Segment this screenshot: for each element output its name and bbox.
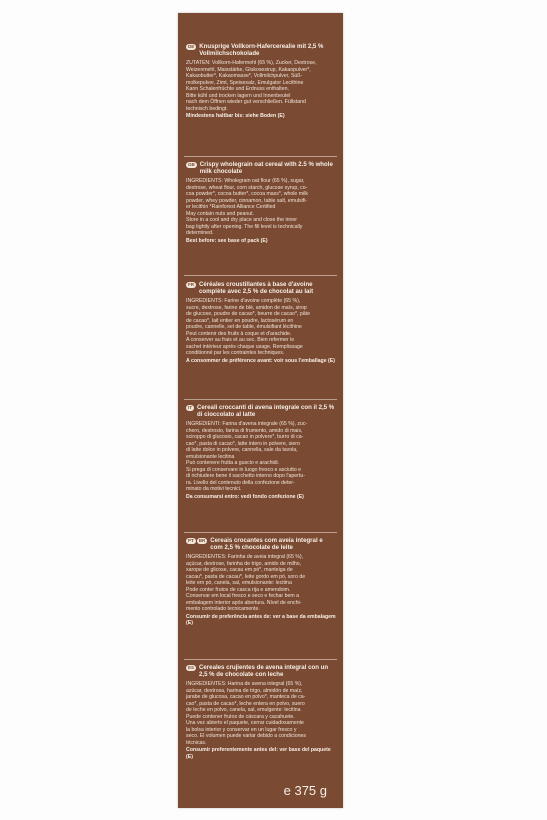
- text-line: technisch bedingt.: [186, 105, 228, 112]
- section-title: Céréales croustillantes à base d'avoine complète avec 2,5 % de chocolat au lait: [199, 281, 314, 296]
- text-line: A conserver au frais et au sec. Bien refermer le: [186, 337, 295, 344]
- best-before-text: Consumir de preferência antes de: ver a base da embalagem (E): [186, 613, 336, 627]
- text-line: de leche en polvo, canela, sal, emulgente: lecitina: [186, 707, 301, 714]
- text-line: ra. Livello del contenuto della confezione deter-: [186, 479, 295, 486]
- text-line: sachet intérieur après chaque usage. Remplissage: [186, 343, 303, 350]
- text-line: técnicas.: [186, 739, 207, 746]
- language-badge: GB: [188, 161, 195, 167]
- section-header: [186, 404, 336, 418]
- text-line: cacau*, pasta de cacau*, leite gordo em pó, soro de: [186, 573, 306, 580]
- cereal-box-side-panel: [178, 13, 343, 808]
- text-line: Conservar em local fresco e seco e fechar bem a: [186, 593, 300, 600]
- text-line: INGREDIENTS: Wholegrain oat flour (65 %), sugar,: [186, 178, 305, 185]
- text-line: sciroppo di glucosio, cacao in polvere*, burro di ca-: [186, 434, 304, 441]
- section-header: [186, 664, 336, 678]
- language-badges: [186, 537, 207, 544]
- best-before-text: Consumir preferentemente antes del: ver base del paquete (E): [186, 747, 331, 760]
- ingredients-text: [186, 681, 336, 746]
- text-line: Puede contener frutos de cáscara y cacahuete.: [186, 713, 295, 720]
- ingredients-text: [186, 554, 336, 613]
- text-line: Una vez abierto el paquete, cerrar cuidadosamente: [186, 720, 304, 727]
- section-header: [186, 161, 336, 175]
- text-line: Pode conter frutos de casca rija e amendoim.: [186, 586, 291, 593]
- text-line: di richiudere bene il sacchetto interno dopo l'apertu-: [186, 473, 305, 480]
- text-line: conditionné par les contraintes techniques.: [186, 350, 285, 357]
- text-line: la bolsa interior y conservar en un lugar fresco y: [186, 726, 297, 733]
- section-header: [186, 281, 336, 295]
- best-before-text: Best before: see base of pack (E): [186, 237, 268, 244]
- text-line: molkepulver, Zimt, Speisesalz, Emulgator Lecithine: [186, 79, 304, 86]
- section-header: [186, 537, 336, 551]
- section-divider: [184, 399, 337, 400]
- text-line: INGREDIENTS: Farine d'avoine complète (65 %),: [186, 298, 301, 305]
- text-line: jarabe de glucosa, cacao en polvo*, manteca de ca-: [186, 694, 306, 701]
- text-line: leite em pó, canela, sal, emulsionante: lecitina: [186, 580, 292, 587]
- text-line: sucre, dextrose, farine de blé, amidon de maïs, sirop: [186, 304, 307, 311]
- ingredients-text: [186, 421, 336, 493]
- text-line: INGREDIENTES: Farinha de aveia integral (65 %),: [186, 554, 304, 561]
- text-line: mento controlado tecnicamente.: [186, 606, 260, 613]
- text-line: de glucose, poudre de cacao*, beurre de cacao*, pâte: [186, 311, 311, 318]
- ingredients-text: [186, 178, 336, 237]
- text-line: nach dem Öffnen wieder gut verschließen. Füllstand: [186, 99, 306, 106]
- section-pt-br: [186, 537, 336, 627]
- section-fr: [186, 281, 336, 364]
- text-line: di latte dolce in polvere, cannella, sale da tavola,: [186, 447, 298, 454]
- text-line: Può contenere frutta a guscio e arachidi.: [186, 460, 280, 467]
- text-line: powder, whey powder, cinnamon, table salt, emulsifi-: [186, 197, 308, 204]
- text-line: minato da motivi tecnici.: [186, 486, 242, 493]
- net-weight: e 375 g: [283, 783, 327, 798]
- text-line: de cacao*, lait entier en poudre, lactosérum en: [186, 317, 294, 324]
- section-title: Cereais crocantes com aveia integral e com 2,5 % chocolate de leite: [210, 537, 323, 552]
- text-line: Store in a cool and dry place and close the inner: [186, 217, 298, 224]
- best-before-text: Da consumarsi entro: vedi fondo confezione (E): [186, 493, 304, 500]
- text-line: cao*, pasta di cacao*, latte intero in polvere, siero: [186, 440, 300, 447]
- ingredients-text: [186, 298, 336, 357]
- best-before-text: A consommer de préférence avant: voir sous l'emballage (E): [186, 357, 335, 364]
- text-line: INGREDIENTES: Harina de avena integral (65 %),: [186, 681, 303, 688]
- ingredients-text: [186, 60, 336, 112]
- text-line: May contain nuts and peanut.: [186, 210, 255, 217]
- text-line: coa powder*, cocoa butter*, cocoa mass*, whole milk: [186, 191, 308, 198]
- section-it: [186, 404, 336, 500]
- best-before-text: Mindestens haltbar bis: siehe Boden (E): [186, 113, 285, 120]
- text-line: xarope de glicose, cacau em pó*, manteiga de: [186, 567, 293, 574]
- text-line: er lecithin *Rainforest Alliance Certified: [186, 204, 276, 211]
- section-title: Knusprige Vollkorn-Hafercerealie mit 2,5 % Vollmilchschokolade: [199, 43, 324, 58]
- language-badge: ES: [188, 664, 195, 670]
- text-line: Peut contenir des fruits à coque et d'arachide.: [186, 330, 292, 337]
- text-line: Kakaobutter*, Kakaomasse*, Vollmilchpulver, Süß-: [186, 73, 303, 80]
- text-line: chero, destrosio, farina di frumento, amido di mais,: [186, 427, 303, 434]
- language-badge: IT: [188, 404, 192, 410]
- section-es: [186, 664, 336, 760]
- text-line: dextrose, wheat flour, corn starch, glucose syrup, co-: [186, 184, 308, 191]
- section-gb: [186, 161, 336, 244]
- text-line: determined.: [186, 230, 214, 237]
- section-title: Cereali croccanti di avena integrale con il 2,5 % di cioccolato al latte: [197, 404, 335, 419]
- section-divider: [184, 659, 337, 660]
- text-line: açúcar, dextrose, farinha de trigo, amido de milho,: [186, 560, 302, 567]
- text-line: Kann Schalenfrüchte und Erdnuss enthalten.: [186, 86, 289, 93]
- language-badge: DE: [188, 43, 195, 49]
- section-divider: [184, 156, 337, 157]
- text-line: Bitte kühl und trocken lagern und Innenbeutel: [186, 92, 291, 99]
- section-header: [186, 43, 336, 57]
- section-title: Crispy wholegrain oat cereal with 2.5 % whole milk chocolate: [199, 161, 333, 176]
- text-line: embalagem interior após abertura. Nível de enchi-: [186, 599, 302, 606]
- section-de: [186, 43, 336, 120]
- text-line: azúcar, dextrosa, harina de trigo, almidón de maíz,: [186, 687, 303, 694]
- text-line: Si prega di conservare in luogo fresco e asciutto e: [186, 466, 302, 473]
- section-divider: [184, 532, 337, 533]
- text-line: Weizenmehl, Maisstärke, Glukosesirup, Kakaopulver*,: [186, 66, 311, 73]
- text-line: bag tightly after opening. The fill level is technically: [186, 223, 303, 230]
- text-line: ZUTATEN: Vollkorn-Hafermehl (65 %), Zucker, Dextrose,: [186, 60, 317, 67]
- language-badge: FR: [188, 281, 194, 287]
- text-line: INGREDIENTI: Farina d'avena integrale (65 %), zuc-: [186, 421, 308, 428]
- text-line: seco. El volumen puede variar debido a condiciones: [186, 733, 306, 740]
- section-divider: [184, 275, 337, 276]
- text-line: emulsionante lecitina: [186, 453, 235, 460]
- section-title: Cereales crujientes de avena integral con un 2,5 % de chocolate con leche: [199, 664, 329, 679]
- text-line: cao*, pasta de cacao*, leche entera en polvo, suero: [186, 700, 305, 707]
- language-badge: BR: [198, 537, 206, 543]
- language-badge: PT: [188, 537, 194, 543]
- text-line: poudre, cannelle, sel de table, émulsifiant lécithine: [186, 324, 302, 331]
